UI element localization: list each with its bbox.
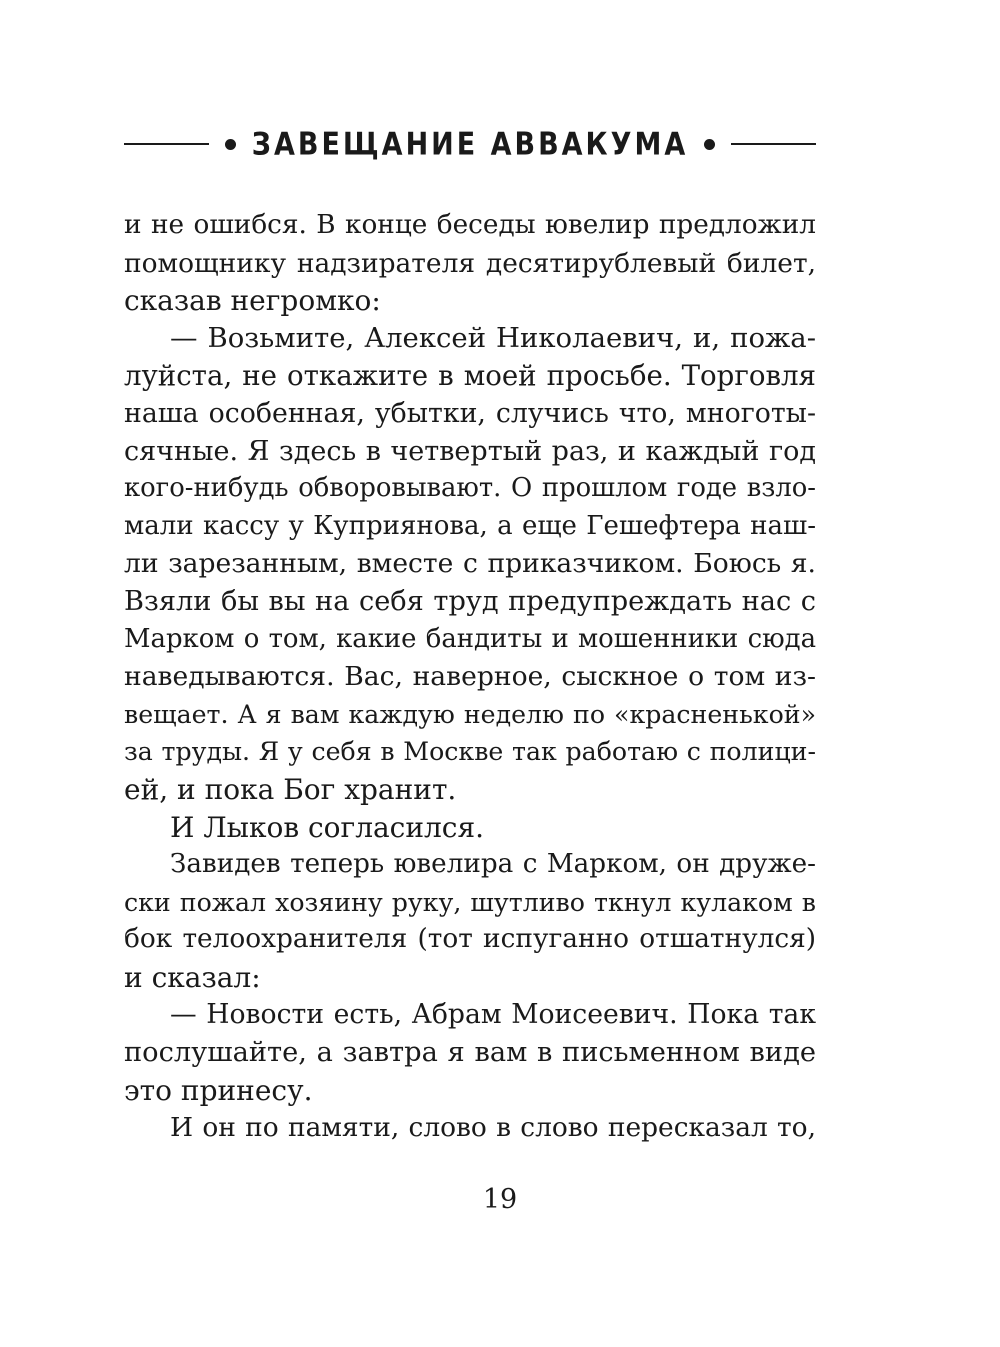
text-line: за труды. Я у себя в Москве так работаю с полици- xyxy=(124,737,816,767)
text-line: И Лыков согласился. xyxy=(170,810,485,844)
text-line: и сказал: xyxy=(124,960,261,994)
text-line: бок телоохранителя (тот испуганно отшатнулся) xyxy=(124,924,816,955)
text-line: это принесу. xyxy=(124,1073,313,1107)
text-line: и не ошибся. В конце беседы ювелир предложил xyxy=(124,210,816,240)
text-line: наша особенная, убытки, случись что, многоты- xyxy=(124,397,816,429)
text-line: послушайте, а завтра я вам в письменном виде xyxy=(124,1037,816,1069)
text-line: сячные. Я здесь в четвертый раз, и каждый год xyxy=(124,435,816,467)
text-line: вещает. А я вам каждую неделю по «красненькой» xyxy=(124,699,816,729)
text-line: помощнику надзирателя десятирублевый билет, xyxy=(124,247,816,279)
text-line: ей, и пока Бог хранит. xyxy=(124,772,457,806)
text-line: — Новости есть, Абрам Моисеевич. Пока так xyxy=(170,999,816,1031)
text-line: — Возьмите, Алексей Николаевич, и, пожа- xyxy=(170,321,816,354)
running-head xyxy=(124,122,816,166)
text-line: мали кассу у Куприянова, а еще Гешефтера наш- xyxy=(124,510,816,541)
header-rule-right xyxy=(731,143,816,145)
text-line: Взяли бы вы на себя труд предупреждать нас с xyxy=(124,585,816,617)
text-line: Марком о том, какие бандиты и мошенники сюда xyxy=(124,623,816,654)
header-rule-left xyxy=(124,143,209,145)
text-line: луйста, не откажите в моей просьбе. Торговля xyxy=(124,359,816,393)
text-line: ли зарезанным, вместе с приказчиком. Боюсь я. xyxy=(124,548,816,580)
text-line: кого-нибудь обворовывают. О прошлом годе взло- xyxy=(124,473,816,504)
text-line: сказав негромко: xyxy=(124,284,381,318)
bullet-icon xyxy=(704,139,715,150)
text-line: наведываются. Вас, наверное, сыскное о том из- xyxy=(124,661,816,693)
text-line: И он по памяти, слово в слово пересказал то, xyxy=(170,1112,816,1144)
text-line: ски пожал хозяину руку, шутливо ткнул кулаком в xyxy=(124,887,816,917)
bullet-icon xyxy=(225,139,236,150)
page-body-text xyxy=(124,207,816,1147)
running-head-title: ЗАВЕЩАНИЕ АВВАКУМА xyxy=(251,126,689,162)
text-line: Завидев теперь ювелира с Марком, он друже- xyxy=(170,849,816,880)
page-number: 19 xyxy=(482,1184,518,1215)
